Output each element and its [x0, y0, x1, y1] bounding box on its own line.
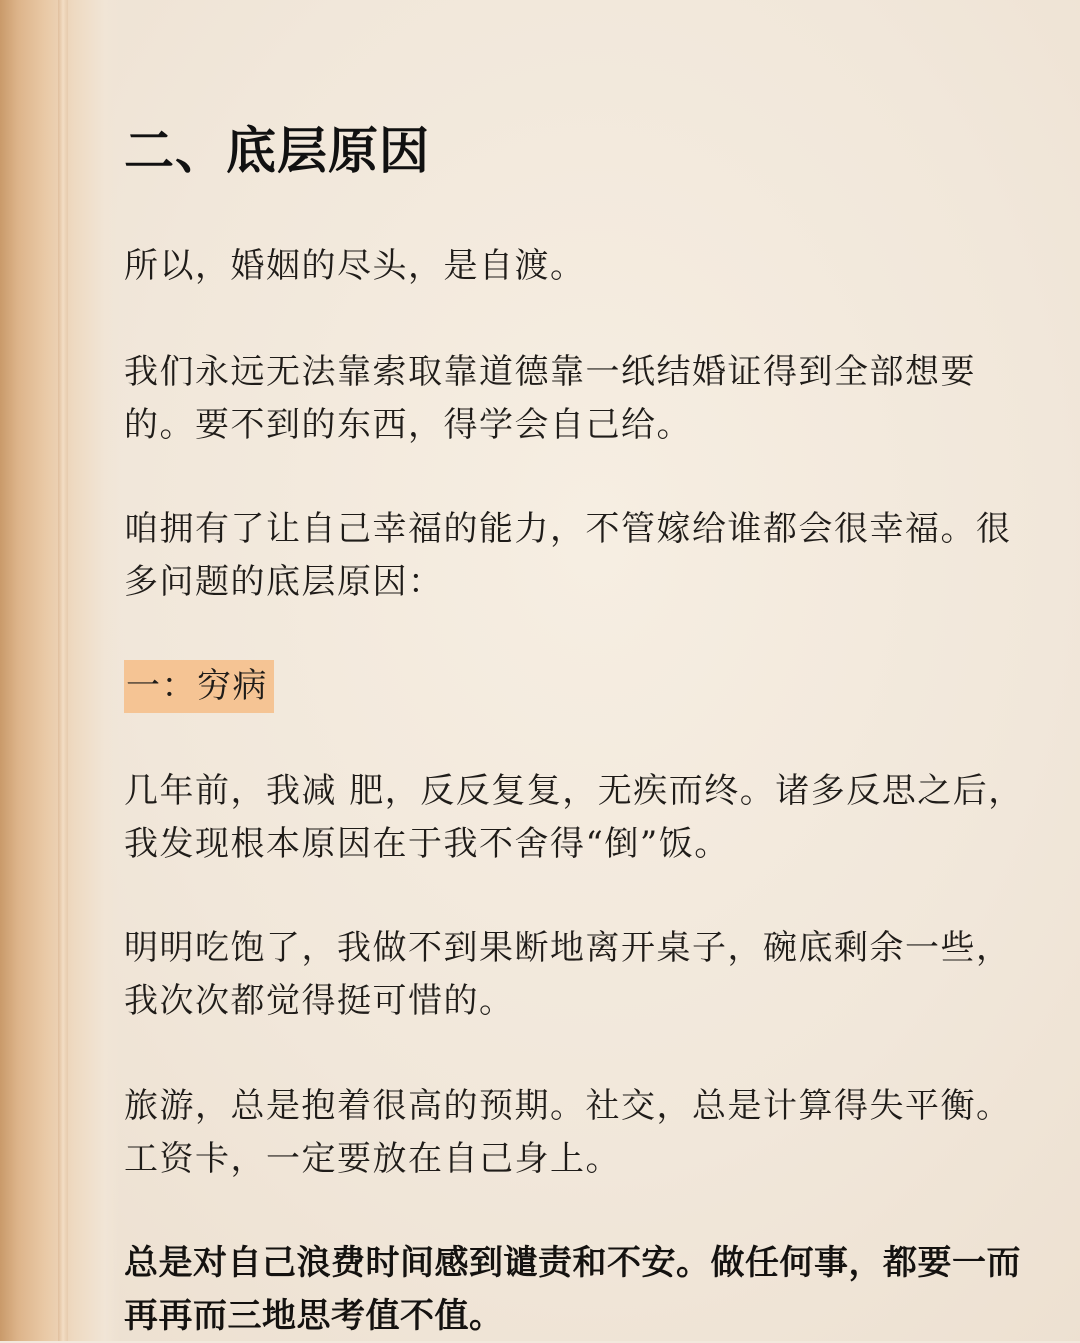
paragraph-7-bold: 总是对自己浪费时间感到谴责和不安。做任何事，都要一而再再而三地思考值不值。: [124, 1243, 1021, 1336]
book-spine-crease: [58, 0, 68, 1341]
paragraph-6: 旅游，总是抱着很高的预期。社交，总是计算得失平衡。工资卡，一定要放在自己身上。: [124, 1086, 1012, 1179]
paragraph-5: 明明吃饱了，我做不到果断地离开桌子，碗底剩余一些，我次次都觉得挺可惜的。: [124, 928, 1012, 1021]
paragraph-intro: 所以，婚姻的尽头，是自渡。: [124, 246, 586, 286]
section-heading: 二、底层原因: [124, 122, 430, 180]
subsection-label-highlight: 一：穷病: [124, 660, 274, 713]
paragraph-4: 几年前，我减 肥，反反复复，无疾而终。诸多反思之后，我发现根本原因在于我不舍得“倒”饭。: [124, 771, 1024, 864]
paragraph-2: 我们永远无法靠索取靠道德靠一纸结婚证得到全部想要的。要不到的东西，得学会自己给。: [124, 352, 976, 445]
paragraph-3: 咱拥有了让自己幸福的能力，不管嫁给谁都会很幸福。很多问题的底层原因：: [124, 509, 1012, 602]
